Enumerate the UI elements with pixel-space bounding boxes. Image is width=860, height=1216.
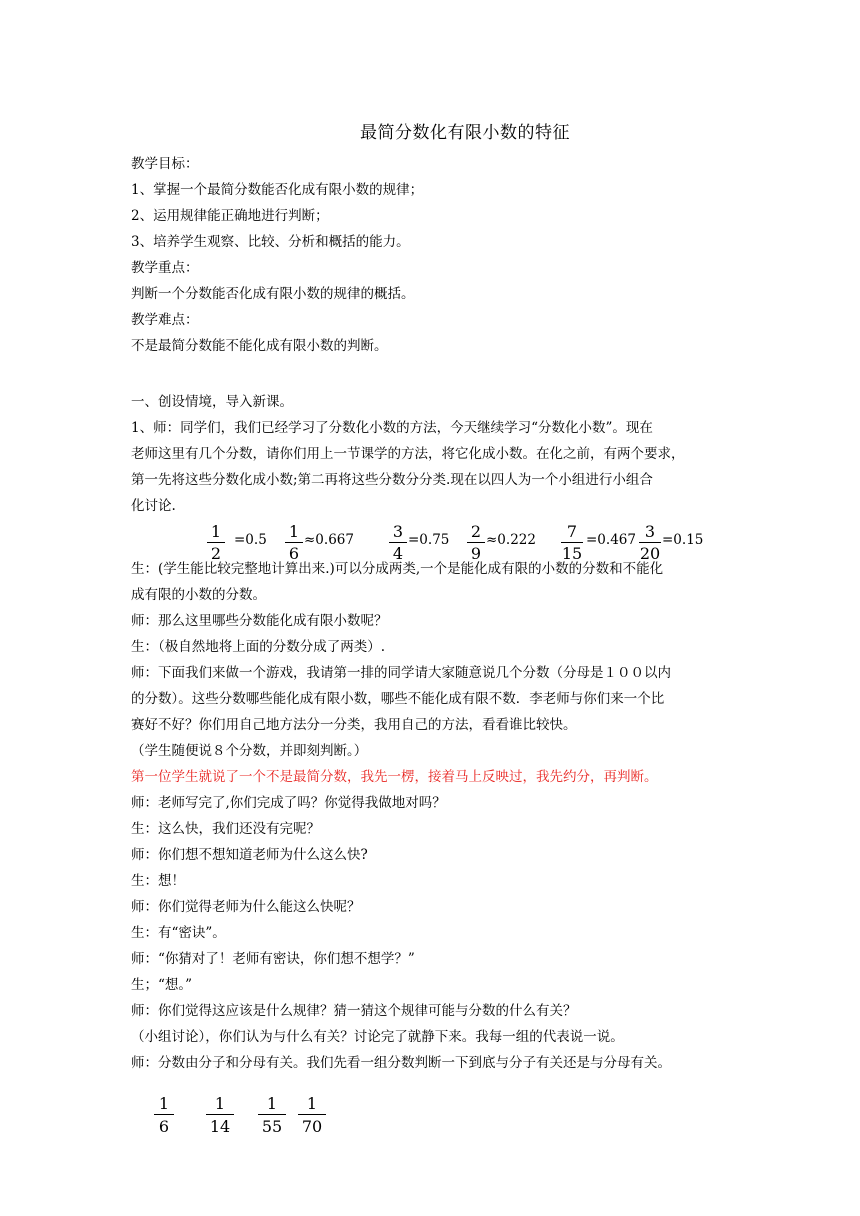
difficulty-text: 不是最简分数能不能化成有限小数的判断。 <box>131 338 388 354</box>
paragraph-line: 的分数）。这些分数哪些能化成有限小数，哪些不能化成有限不数．李老师与你们来一个比 <box>131 691 665 707</box>
paragraph-line: 师：那么这里哪些分数能化成有限小数呢？ <box>131 613 388 629</box>
paragraph-line: 生：有“密诀”。 <box>131 925 226 941</box>
paragraph-line: 师：老师写完了,你们完成了吗？你觉得我做地对吗？ <box>131 795 446 811</box>
paragraph-line: 生：（极自然地将上面的分数分成了两类）. <box>131 639 386 655</box>
paragraph-line: 生；“想。” <box>131 977 193 993</box>
paragraph-line: 师：你们觉得这应该是什么规律？猜一猜这个规律可能与分数的什么有关？ <box>131 1003 577 1019</box>
paragraph-line: 师：分数由分子和分母有关。我们先看一组分数判断一下到底与分子有关还是与分母有关。 <box>131 1055 671 1071</box>
fraction-value: =0.467 <box>586 532 636 548</box>
fraction: 3 20 <box>639 522 661 563</box>
paragraph-line: （小组讨论），你们认为与什么有关？讨论完了就静下来。我每一组的代表说一说。 <box>131 1029 624 1045</box>
fraction: 1 14 <box>206 1094 234 1139</box>
key-point-text: 判断一个分数能否化成有限小数的规律的概括。 <box>131 286 415 302</box>
paragraph-line: 师：“你猜对了！老师有密诀，你们想不想学？” <box>131 951 415 967</box>
paragraph-line: 师：下面我们来做一个游戏，我请第一排的同学请大家随意说几个分数（分母是１００以内 <box>131 665 671 681</box>
highlighted-note: 第一位学生就说了一个不是最简分数，我先一楞，接着马上反映过，我先约分，再判断。 <box>131 769 658 785</box>
fraction-value: =0.75 <box>408 532 450 548</box>
fraction-value: =0.15 <box>662 532 704 548</box>
fraction: 1 55 <box>258 1094 286 1139</box>
fraction: 1 2 <box>204 522 228 565</box>
fraction-value: =0.5 <box>234 532 267 548</box>
fraction: 1 70 <box>298 1094 326 1139</box>
goal-item-3: 3、培养学生观察、比较、分析和概括的能力。 <box>131 234 410 250</box>
paragraph-line: 成有限的小数的分数。 <box>131 587 266 603</box>
fraction-value: ≈0.222 <box>486 532 536 548</box>
paragraph-line: 师：你们觉得老师为什么能这么快呢？ <box>131 899 361 915</box>
fraction: 1 6 <box>154 1094 174 1139</box>
goal-item-2: 2、运用规律能正确地进行判断； <box>131 208 329 224</box>
paragraph-line: 1、师：同学们，我们已经学习了分数化小数的方法，今天继续学习“分数化小数”。现在 <box>131 420 653 436</box>
paragraph-line: 老师这里有几个分数，请你们用上一节课学的方法，将它化成小数。在化之前，有两个要求， <box>131 446 685 462</box>
paragraph-line: 生：这么快，我们还没有完呢？ <box>131 821 320 837</box>
section-heading-difficulty: 教学难点： <box>131 312 199 328</box>
fraction: 1 6 <box>282 522 306 565</box>
fraction: 7 15 <box>561 522 583 563</box>
document-title: 最简分数化有限小数的特征 <box>360 123 570 143</box>
paragraph-line: 化讨论. <box>131 498 176 514</box>
section-heading-key-point: 教学重点： <box>131 260 199 276</box>
fraction-value: ≈0.667 <box>304 532 354 548</box>
section-heading-intro: 一、创设情境，导入新课。 <box>131 394 293 410</box>
section-heading-goals: 教学目标： <box>131 156 199 172</box>
paragraph-line: 师：你们想不想知道老师为什么这么快? <box>131 847 368 863</box>
paragraph-line: 生：想！ <box>131 873 185 889</box>
fraction: 2 9 <box>464 522 488 565</box>
goal-item-1: 1、掌握一个最简分数能否化成有限小数的规律； <box>131 182 424 198</box>
paragraph-line: 赛好不好？你们用自己地方法分一分类，我用自己的方法，看看谁比较快。 <box>131 717 577 733</box>
paragraph-line: 生：(学生能比较完整地计算出来.)可以分成两类,一个是能化成有限的小数的分数和不能化 <box>131 561 664 577</box>
paragraph-line: 第一先将这些分数化成小数;第二再将这些分数分分类.现在以四人为一个小组进行小组合 <box>131 472 653 488</box>
fraction: 3 4 <box>386 522 410 565</box>
paragraph-line: （学生随便说８个分数，并即刻判断。） <box>131 743 368 759</box>
